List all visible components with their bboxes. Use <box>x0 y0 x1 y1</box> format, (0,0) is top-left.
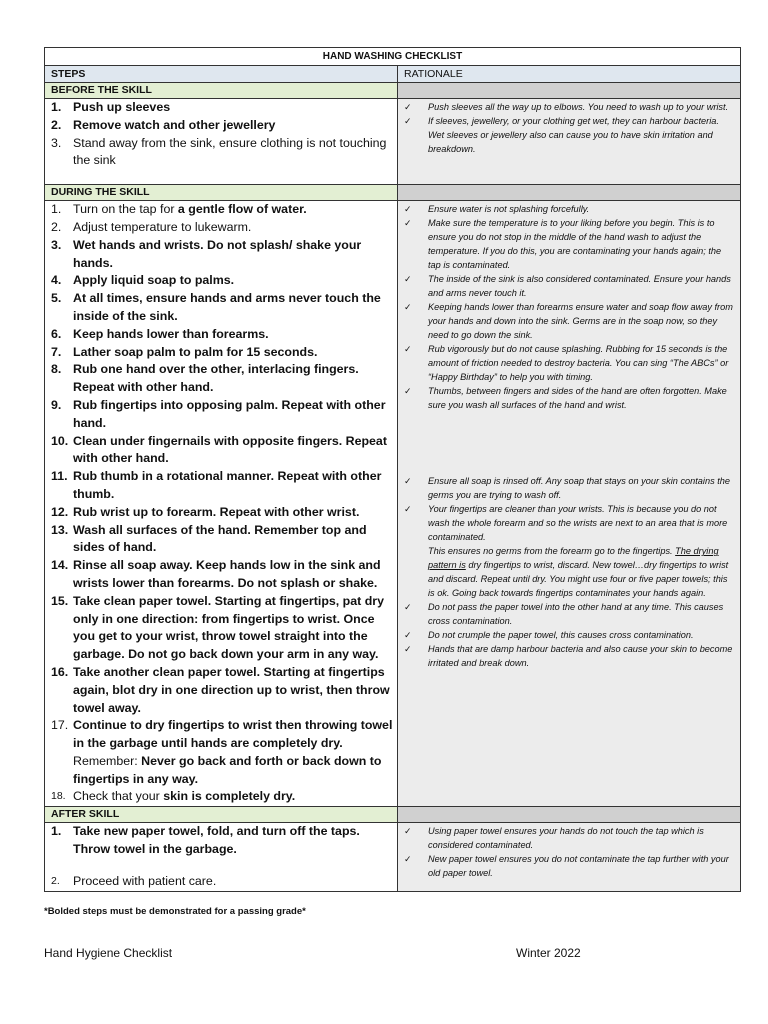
step-item <box>45 522 397 558</box>
steps-list <box>45 823 397 890</box>
step-number: 14. <box>51 558 69 573</box>
step-item <box>45 873 397 891</box>
rationale-text <box>428 272 740 300</box>
step-item <box>45 219 397 237</box>
section-title: BEFORE THE SKILL <box>45 83 398 98</box>
step-text <box>73 468 397 504</box>
rationale-cell <box>398 99 740 184</box>
rationale-item <box>398 216 740 272</box>
checkmark-icon: ✓ <box>404 344 412 355</box>
section-rationale-blank <box>398 807 740 822</box>
rationale-text-part: Do not crumple the paper towel, this causes cross contamination. <box>428 630 694 641</box>
step-item <box>45 326 397 344</box>
step-text <box>73 557 397 593</box>
step-text <box>73 272 397 290</box>
rationale-item <box>398 114 740 156</box>
section-body-row <box>45 823 740 890</box>
rationale-list <box>398 100 740 156</box>
rationale-text <box>428 600 740 628</box>
step-number: 1. <box>51 824 62 839</box>
section-title: AFTER SKILL <box>45 807 398 822</box>
rationale-list <box>398 202 740 670</box>
step-item <box>45 823 397 859</box>
rationale-item <box>398 642 740 670</box>
step-text <box>73 717 397 788</box>
step-text-part: Remember: <box>73 753 142 768</box>
step-number: 2. <box>51 219 62 234</box>
step-number: 3. <box>51 135 62 150</box>
step-text-part: Apply liquid soap to palms. <box>73 273 235 288</box>
step-text-part: Remove watch and other jewellery <box>73 117 276 132</box>
rationale-item <box>398 384 740 412</box>
section-rationale-blank <box>398 83 740 98</box>
rationale-text <box>428 824 740 852</box>
step-item <box>45 433 397 469</box>
rationale-text-part: dry fingertips to wrist, discard. New towel…dry fingertips to wrist and discard. Repeat until dry. You might use four or five paper towels; this is ok. Going back towards fingertips contaminates your hands again. <box>428 560 729 599</box>
step-text <box>73 237 397 273</box>
rationale-text <box>428 300 740 342</box>
rationale-text-part: If sleeves, jewellery, or your clothing get wet, they can harbour bacteria. Wet sleeves or jewellery also can cause you to have skin irritation and breakdown. <box>428 116 719 154</box>
rationale-text <box>428 502 740 544</box>
rationale-item <box>398 202 740 216</box>
section-title: DURING THE SKILL <box>45 185 398 200</box>
steps-header: STEPS <box>45 66 398 82</box>
step-number: 17. <box>51 718 69 733</box>
step-item <box>45 290 397 326</box>
step-text-part: Keep hands lower than forearms. <box>73 326 269 341</box>
rationale-text-part: Ensure all soap is rinsed off. Any soap that stays on your skin contains the germs you are trying to wash off. <box>428 476 730 501</box>
footer-term: Winter 2022 <box>516 946 581 960</box>
step-number: 2. <box>51 874 60 887</box>
rationale-text <box>428 114 740 156</box>
step-text-part: Clean under fingernails with opposite fingers. Repeat with other hand. <box>73 433 387 466</box>
step-text <box>73 433 397 469</box>
section-header-row <box>45 807 740 823</box>
rationale-item <box>398 600 740 628</box>
step-number: 8. <box>51 362 62 377</box>
rationale-text <box>428 642 740 670</box>
checkmark-icon: ✓ <box>404 116 412 126</box>
section-body-row <box>45 201 740 807</box>
step-item <box>45 504 397 522</box>
rationale-item <box>398 300 740 342</box>
steps-list <box>45 99 397 170</box>
step-text-part: Adjust temperature to lukewarm. <box>73 219 252 234</box>
rationale-text-part: Thumbs, between fingers and sides of the hand are often forgotten. Make sure you wash all surfaces of the hand and wrist. <box>428 386 727 411</box>
step-number: 9. <box>51 397 62 412</box>
step-text-part: Check that your <box>73 789 164 804</box>
step-item <box>45 201 397 219</box>
step-text-part: skin is completely dry. <box>163 789 296 804</box>
checkmark-icon: ✓ <box>404 302 412 313</box>
step-number: 6. <box>51 326 62 341</box>
step-text <box>73 219 397 237</box>
step-item <box>45 593 397 664</box>
checkmark-icon: ✓ <box>404 204 412 215</box>
step-number: 3. <box>51 237 62 252</box>
step-item <box>45 237 397 273</box>
header-row <box>45 66 740 83</box>
rationale-text-part: Rub vigorously but do not cause splashing. Rubbing for 15 seconds is the amount of friction needed to destroy bacteria. You can sing “The ABCs” or “Happy Birthday” to help you with timing. <box>428 344 729 383</box>
rationale-cell <box>398 201 740 806</box>
rationale-item <box>398 628 740 642</box>
step-text-part: Turn on the tap for <box>73 202 178 217</box>
step-number: 5. <box>51 291 62 306</box>
step-text-part: Proceed with patient care. <box>73 873 217 888</box>
rationale-text <box>428 628 740 642</box>
rationale-item <box>398 502 740 544</box>
step-item <box>45 788 397 806</box>
step-item <box>45 717 397 788</box>
step-text-part: At all times, ensure hands and arms never touch the inside of the sink. <box>73 291 381 323</box>
rationale-text <box>428 474 740 502</box>
step-text <box>73 361 397 397</box>
step-number: 18. <box>51 790 66 803</box>
checkmark-icon: ✓ <box>404 504 412 515</box>
step-item <box>45 99 397 117</box>
checkmark-icon: ✓ <box>404 854 412 865</box>
step-text-part: Rinse all soap away. Keep hands low in the sink and wrists lower than forearms. Do not splash or shake. <box>73 558 381 590</box>
step-text-part: Never go back and forth or back down to fingertips in any way. <box>73 753 382 786</box>
steps-cell <box>45 823 398 890</box>
steps-list <box>45 201 397 806</box>
step-number: 2. <box>51 117 62 132</box>
rationale-text <box>428 852 740 880</box>
step-text <box>73 788 397 806</box>
step-text <box>73 397 397 433</box>
step-number: 1. <box>51 100 62 114</box>
step-text-part: Lather soap palm to palm for 15 seconds. <box>73 344 318 359</box>
step-item <box>45 272 397 290</box>
checkmark-icon: ✓ <box>404 644 412 655</box>
rationale-text-part: New paper towel ensures you do not contaminate the tap further with your old paper towel. <box>428 854 729 879</box>
step-number: 12. <box>51 504 69 519</box>
checkmark-icon: ✓ <box>404 602 412 613</box>
step-item <box>45 557 397 593</box>
step-number: 10. <box>51 433 69 448</box>
section-rationale-blank <box>398 185 740 200</box>
steps-cell <box>45 201 398 806</box>
step-number: 15. <box>51 593 69 608</box>
rationale-text <box>428 544 740 600</box>
step-text <box>73 593 397 664</box>
step-number: 16. <box>51 664 69 679</box>
section-header-row <box>45 185 740 201</box>
step-text-part: Wet hands and wrists. Do not splash/ shake your hands. <box>73 237 362 270</box>
step-text <box>73 873 397 891</box>
section-body-row <box>45 99 740 185</box>
step-text <box>73 201 397 219</box>
step-text-part: Wash all surfaces of the hand. Remember top and sides of hand. <box>73 522 367 555</box>
step-text <box>73 504 397 522</box>
footer-title: Hand Hygiene Checklist <box>44 946 173 960</box>
rationale-text <box>428 100 740 114</box>
step-item <box>45 361 397 397</box>
rationale-header: RATIONALE <box>398 66 740 82</box>
rationale-cell <box>398 823 740 890</box>
step-text <box>73 117 397 135</box>
step-item <box>45 135 397 171</box>
checkmark-icon: ✓ <box>404 218 412 229</box>
step-text-part: a gentle flow of water. <box>177 202 307 217</box>
step-number: 13. <box>51 522 69 537</box>
rationale-item <box>398 852 740 880</box>
step-number: 4. <box>51 273 62 288</box>
step-text-part: Rub wrist up to forearm. Repeat with other wrist. <box>73 504 360 519</box>
step-text <box>73 135 397 171</box>
rationale-text-part: Your fingertips are cleaner than your wrists. This is because you do not wash the whole forearm and so the wrists are next to an area that is more contaminated. <box>428 504 728 543</box>
step-text <box>73 326 397 344</box>
rationale-text <box>428 202 740 216</box>
step-number: 7. <box>51 344 62 359</box>
step-text-part: Stand away from the sink, ensure clothing is not touching the sink <box>73 135 387 168</box>
step-text-part: Rub thumb in a rotational manner. Repeat with other thumb. <box>73 469 382 501</box>
rationale-text-part: Ensure water is not splashing forcefully. <box>428 204 590 215</box>
step-text-part: Take clean paper towel. Starting at fingertips, pat dry only in one direction: from fingertips to wrist. Once you get to your wrist, throw towel straight into the garbage. Do not go back down your arm in any way. <box>73 593 384 662</box>
step-text <box>73 99 397 117</box>
step-item <box>45 344 397 362</box>
step-item <box>45 397 397 433</box>
step-text-part: Rub fingertips into opposing palm. Repeat with other hand. <box>73 397 386 430</box>
rationale-item <box>398 342 740 384</box>
step-text <box>73 522 397 558</box>
step-text-part: Take new paper towel, fold, and turn off the taps. Throw towel in the garbage. <box>73 824 360 857</box>
rationale-text-part: Make sure the temperature is to your liking before you begin. This is to ensure you do not stop in the middle of the hand wash to adjust the temperature. If you do this, you are contaminating your hands again; the tap is contaminated. <box>428 218 722 271</box>
rationale-item <box>398 474 740 502</box>
rationale-text-part: Push sleeves all the way up to elbows. You need to wash up to your wrist. <box>428 102 729 112</box>
rationale-item <box>398 824 740 852</box>
step-text-part: Push up sleeves <box>73 100 171 114</box>
step-text-part: Rub one hand over the other, interlacing fingers. Repeat with other hand. <box>73 362 359 395</box>
checkmark-icon: ✓ <box>404 274 412 285</box>
rationale-text-part: This ensures no germs from the forearm go to the fingertips. <box>428 546 676 557</box>
step-number: 11. <box>51 469 68 484</box>
step-text <box>73 290 397 326</box>
step-text <box>73 344 397 362</box>
rationale-text-part: Hands that are damp harbour bacteria and also cause your skin to become irritated and break down. <box>428 644 733 669</box>
rationale-text-part: Using paper towel ensures your hands do not touch the tap which is considered contaminated. <box>428 826 704 851</box>
step-text <box>73 664 397 717</box>
rationale-item <box>398 544 740 600</box>
rationale-text <box>428 216 740 272</box>
checklist-table <box>44 47 741 892</box>
step-number: 1. <box>51 202 62 217</box>
step-text-part: Continue to dry fingertips to wrist then throwing towel in the garbage until hands are completely dry. <box>73 718 393 751</box>
rationale-text <box>428 384 740 412</box>
bold-steps-note: *Bolded steps must be demonstrated for a passing grade* <box>44 906 306 917</box>
step-text-part: Take another clean paper towel. Starting at fingertips again, blot dry in one direction up to wrist, then throw towel away. <box>73 664 390 715</box>
checkmark-icon: ✓ <box>404 102 412 112</box>
rationale-item <box>398 100 740 114</box>
checkmark-icon: ✓ <box>404 476 412 487</box>
rationale-text <box>428 342 740 384</box>
section-header-row <box>45 83 740 99</box>
rationale-text-part: Keeping hands lower than forearms ensure water and soap flow away from your hands and down into the sink. Germs are in the soap now, so they need to go down the sink. <box>428 302 733 341</box>
step-item <box>45 117 397 135</box>
step-item <box>45 664 397 717</box>
checkmark-icon: ✓ <box>404 386 412 397</box>
steps-cell <box>45 99 398 184</box>
table-title: HAND WASHING CHECKLIST <box>45 48 740 66</box>
rationale-list <box>398 824 740 880</box>
rationale-text-part: Do not pass the paper towel into the other hand at any time. This causes cross contamination. <box>428 602 724 627</box>
step-item <box>45 468 397 504</box>
step-text <box>73 823 397 859</box>
rationale-item <box>398 272 740 300</box>
checkmark-icon: ✓ <box>404 630 412 641</box>
rationale-text-part: The inside of the sink is also considered contaminated. Ensure your hands and arms never touch it. <box>428 274 731 299</box>
checkmark-icon: ✓ <box>404 826 412 837</box>
rationale-text-part: The drying pattern is <box>428 546 719 571</box>
